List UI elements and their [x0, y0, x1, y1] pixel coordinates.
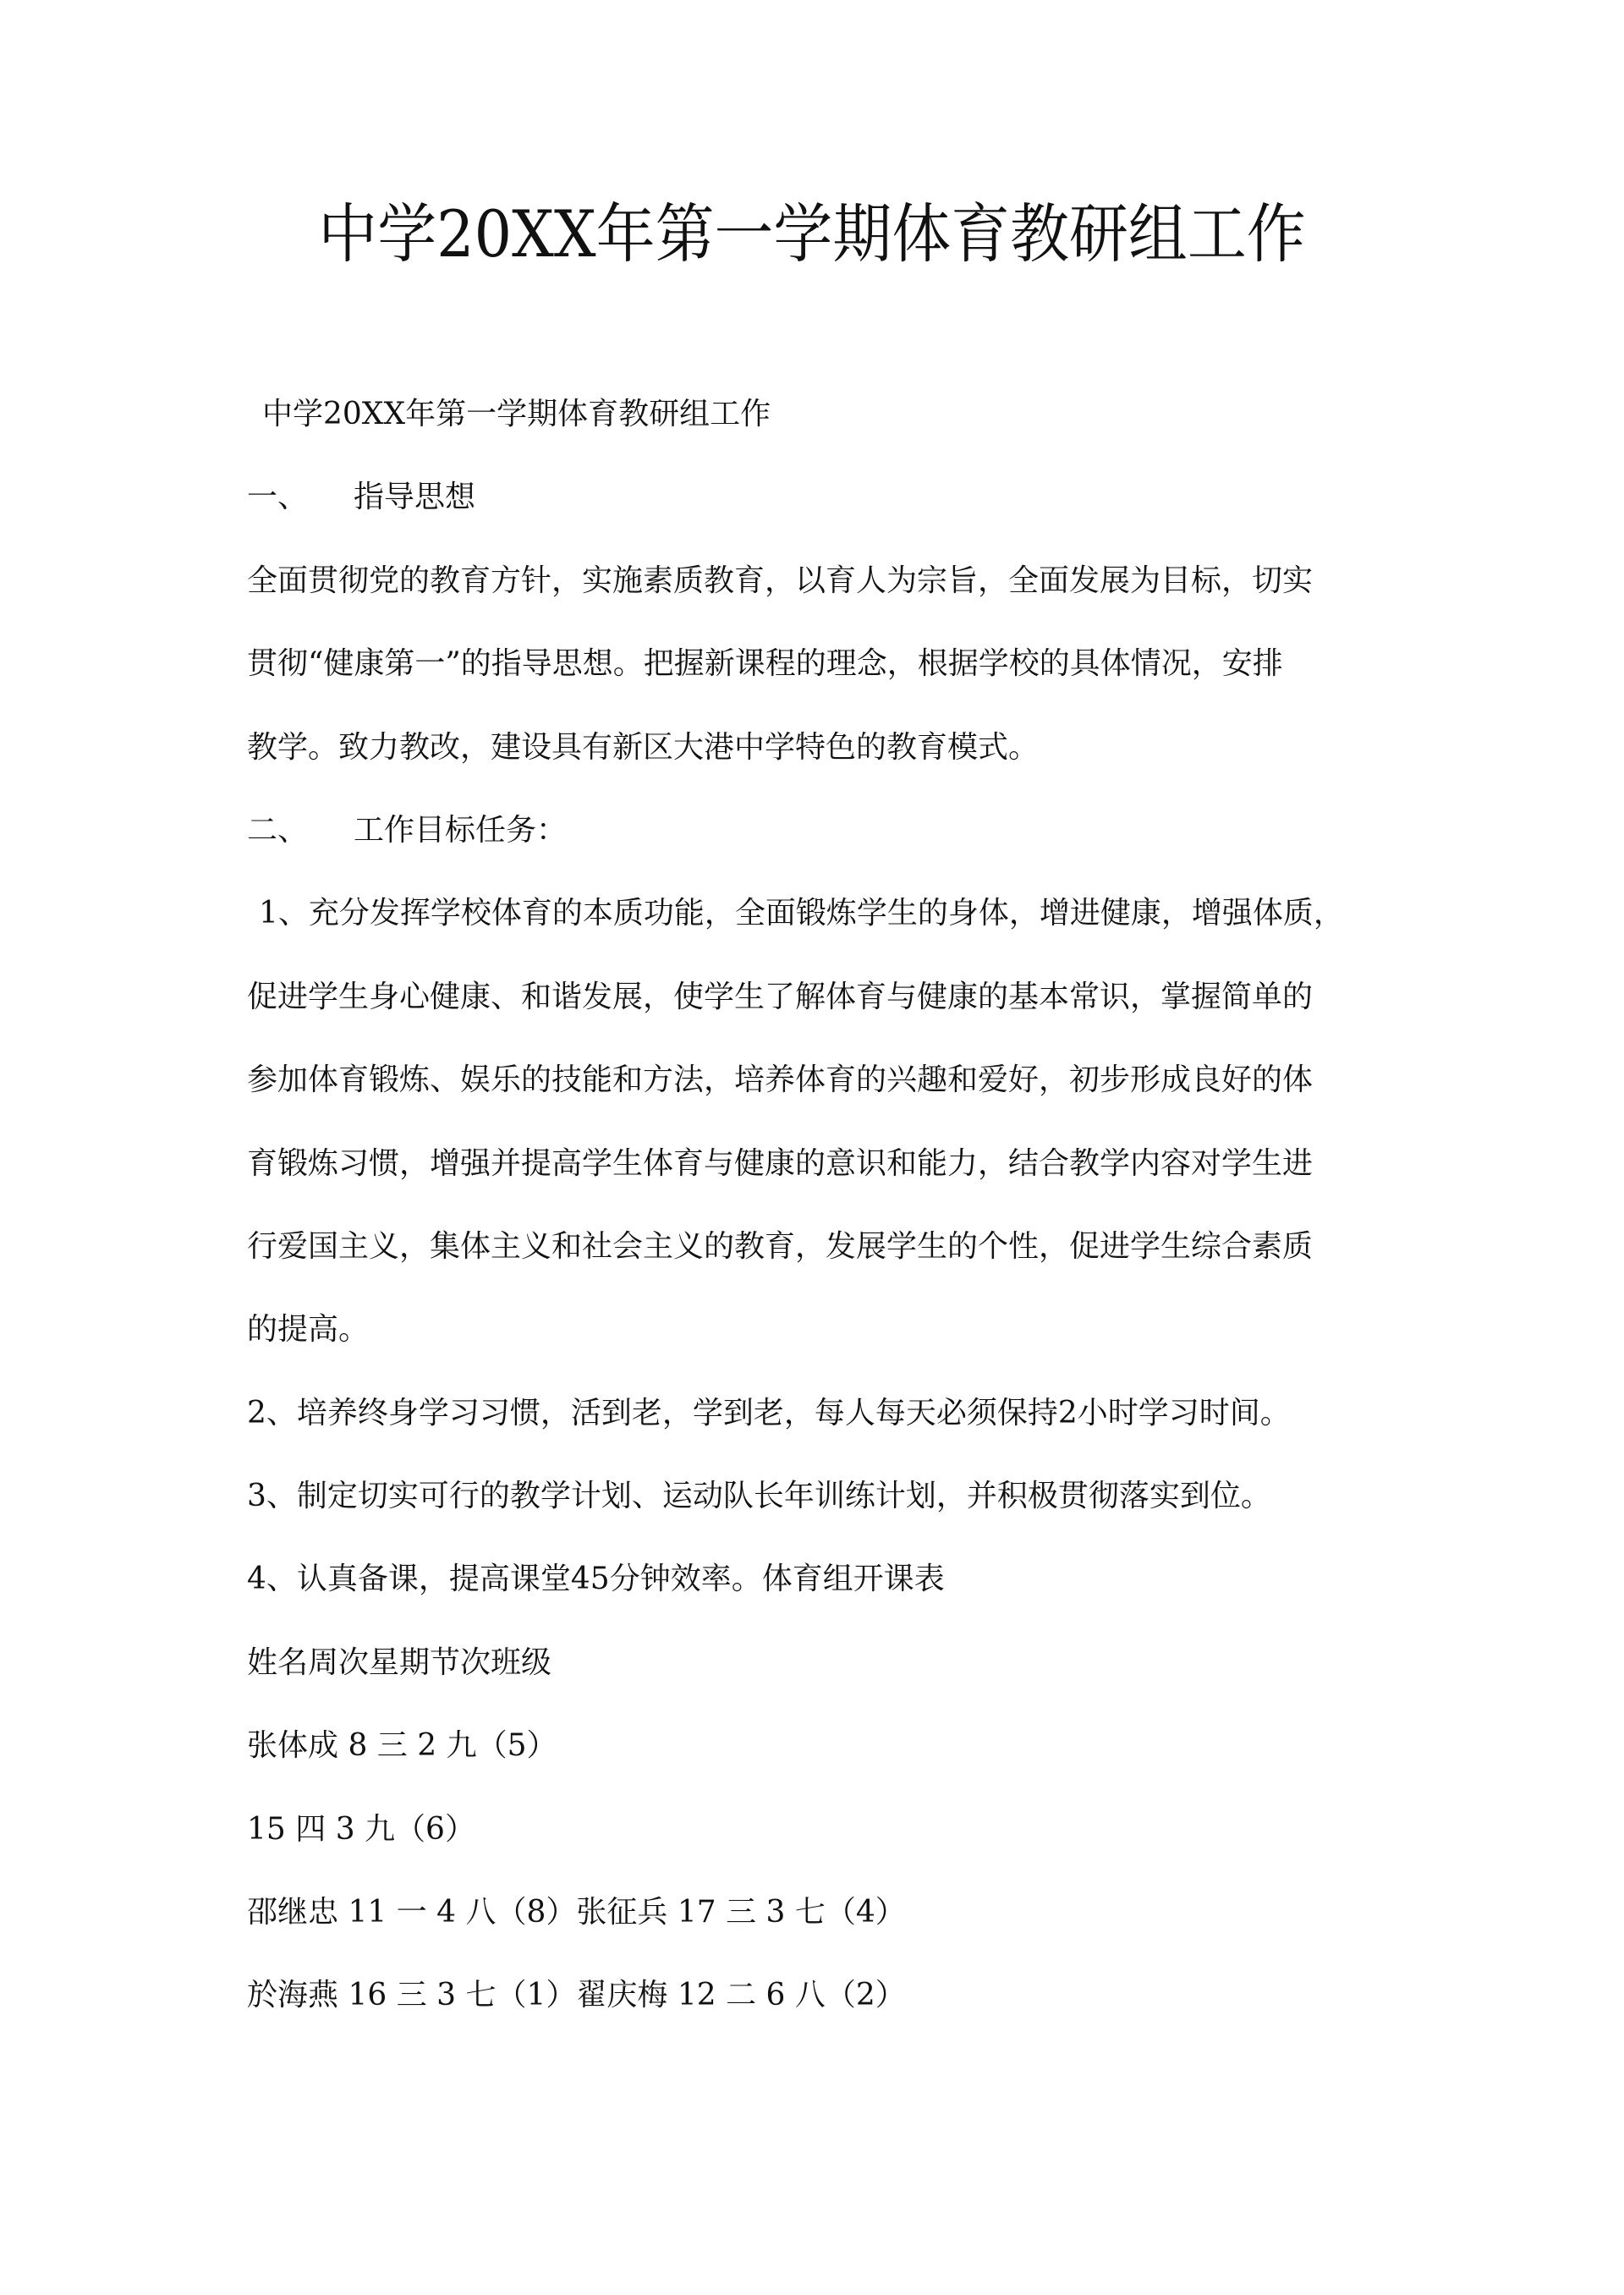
list-item-4: 4、认真备课，提高课堂45分钟效率。体育组开课表 [247, 1562, 945, 1597]
section-title-1: 指导思想 [354, 480, 476, 515]
paragraph-line: 参加体育锻炼、娱乐的技能和方法，培养体育的兴趣和爱好，初步形成良好的体 [247, 1062, 1314, 1098]
document-title: 中学20XX年第一学期体育教研组工作 [318, 196, 1306, 272]
list-item-3: 3、制定切实可行的教学计划、运动队长年训练计划，并积极贯彻落实到位。 [247, 1479, 1271, 1514]
section-heading-2 [247, 800, 1389, 883]
paragraph-line: 行爱国主义，集体主义和社会主义的教育，发展学生的个性，促进学生综合素质 [247, 1228, 1314, 1264]
schedule-row: 於海燕 16 三 3 七（1）翟庆梅 12 二 6 八（2） [247, 1978, 906, 2013]
section-title-2: 工作目标任务： [354, 812, 568, 848]
schedule-row: 张体成 8 三 2 九（5） [247, 1728, 557, 1764]
section-number-1: 一、 [247, 480, 309, 515]
paragraph-line: 1、充分发挥学校体育的本质功能，全面锻炼学生的身体，增进健康，增强体质， [259, 896, 1344, 931]
paragraph-line: 全面贯彻党的教育方针，实施素质教育，以育人为宗旨，全面发展为目标，切实 [247, 563, 1314, 598]
section-number-2: 二、 [247, 812, 309, 848]
schedule-row: 邵继忠 11 一 4 八（8）张征兵 17 三 3 七（4） [247, 1895, 906, 1930]
section-heading-1 [247, 467, 1389, 550]
document-subtitle: 中学20XX年第一学期体育教研组工作 [262, 397, 771, 431]
list-item-2: 2、培养终身学习习惯，活到老，学到老，每人每天必须保持2小时学习时间。 [247, 1395, 1291, 1430]
paragraph-line: 促进学生身心健康、和谐发展，使学生了解体育与健康的基本常识，掌握简单的 [247, 979, 1314, 1014]
schedule-row: 15 四 3 九（6） [247, 1811, 475, 1847]
schedule-header: 姓名周次星期节次班级 [247, 1644, 552, 1680]
paragraph-line: 教学。致力教改，建设具有新区大港中学特色的教育模式。 [247, 729, 1040, 765]
paragraph-line: 的提高。 [247, 1312, 370, 1348]
document-body [247, 384, 1389, 2049]
paragraph-line: 育锻炼习惯，增强并提高学生体育与健康的意识和能力，结合教学内容对学生进 [247, 1145, 1314, 1181]
paragraph-line: 贯彻“健康第一”的指导思想。把握新课程的理念，根据学校的具体情况，安排 [247, 646, 1283, 682]
